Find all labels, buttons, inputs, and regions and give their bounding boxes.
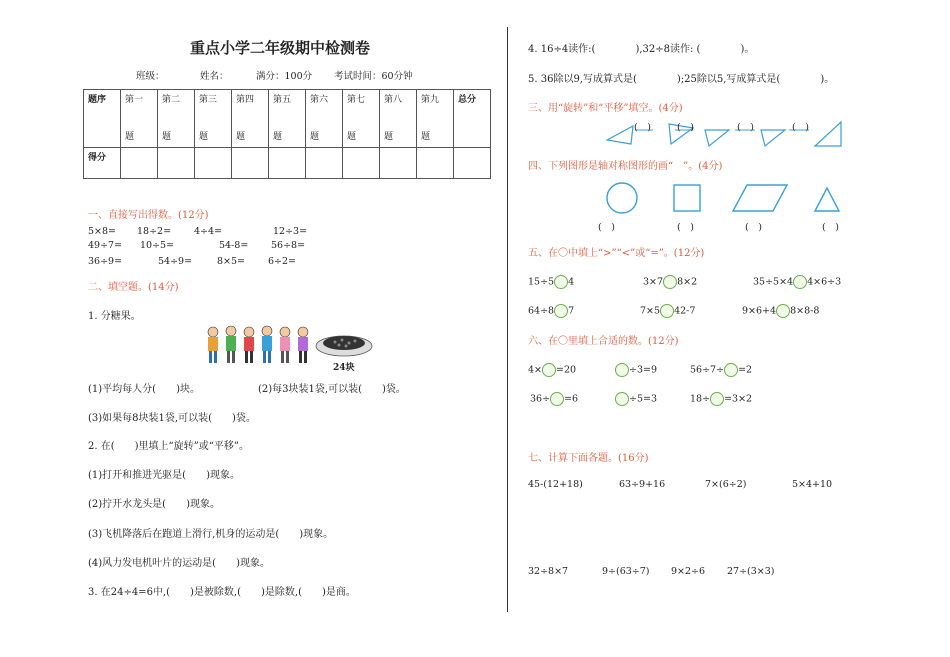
s5-left: 3×7 [643,276,664,288]
s7-item: 9÷(63÷7) [602,566,650,577]
s1-item: 8×5= [217,256,246,267]
square-shape [674,185,700,211]
q1-title: 1. 分糖果。 [88,311,141,322]
circle-shape [607,183,637,213]
s6-left: 36÷ [530,393,551,405]
s1-item: 12÷3= [273,226,308,237]
s6-item [615,363,657,377]
section5-heading: 五、在〇中填上“>”“<”或“=”。(12分) [528,248,705,259]
s6-right: =2 [738,364,753,376]
col-8-top: 第八 [384,95,403,105]
name-label: 姓名： [200,71,229,82]
s6-item [615,392,657,406]
section7-heading: 七、计算下面各题。(16分) [528,453,649,464]
blank-circle-icon[interactable] [710,392,724,406]
section1-heading: 一、直接写出得数。(12分) [88,210,209,221]
q2c: (3)飞机降落后在跑道上滑行,机身的运动是( )现象。 [88,529,334,540]
exam-time: 考试时间：60分钟 [334,71,413,82]
triangle-shape [607,126,633,144]
s1-item: 54-8= [219,240,249,251]
s7-item: 5×4+10 [792,479,833,490]
col-5-top: 第五 [273,95,292,105]
q4: 4. 16÷4读作:( ),32÷8读作: ( )。 [528,44,755,55]
section6-heading: 六、在〇里填上合适的数。(12分) [528,336,679,347]
child-figure [208,327,218,363]
score-cell[interactable] [417,148,454,179]
col-6-bottom: 题 [310,132,320,142]
score-cell[interactable] [121,148,158,179]
col-3-bottom: 题 [199,132,209,142]
parallelogram-shape [733,185,787,211]
q2a: (1)打开和推进光驱是( )现象。 [88,470,240,481]
section4-heading: 四、下列图形是轴对称图形的画“ ”。(4分) [528,161,723,172]
child-figure [226,326,236,363]
child-figure [262,326,272,363]
answer-paren[interactable]: ( ) [822,222,839,233]
candy-plate-illustration [315,331,373,357]
s6-left: 4× [528,364,543,376]
s6-right: ÷5=3 [629,393,658,405]
s5-item [643,275,697,289]
page-title: 重点小学二年级期中检测卷 [190,39,371,57]
s6-item [690,363,752,377]
col-7-bottom: 题 [347,132,357,142]
s7-item: 32÷8×7 [528,566,569,577]
s5-right: 4 [568,276,575,288]
q2-title: 2. 在( )里填上“旋转”或“平移”。 [88,441,249,452]
triangle-shape [815,122,841,146]
col-1-bottom: 题 [125,132,135,142]
s6-right: =3×2 [724,393,753,405]
q1a: (1)平均每人分( )块。 [88,384,200,395]
q3: 3. 在24÷4=6中,( )是被除数,( )是除数,( )是商。 [88,587,356,598]
s5-item [742,304,819,318]
s5-left: 64÷8 [528,305,555,317]
s5-right: 8×8-8 [790,305,820,317]
score-cell[interactable] [306,148,343,179]
full-score: 满分：100分 [256,71,313,82]
s7-item: 9×2÷6 [671,566,706,577]
col-7-top: 第七 [347,95,366,105]
compare-circle-icon[interactable] [554,304,568,318]
s6-left: 56÷7÷ [690,364,725,376]
s1-item: 6÷2= [268,256,297,267]
q2b: (2)拧开水龙头是( )现象。 [88,499,220,510]
col-4-top: 第四 [236,95,255,105]
answer-paren[interactable]: ( ) [677,222,694,233]
col-1-top: 第一 [125,95,144,105]
s5-right: 8×2 [677,276,698,288]
section2-heading: 二、填空题。(14分) [88,282,179,293]
score-cell[interactable] [380,148,417,179]
row-header-score: 得分 [88,153,107,163]
class-label: 班级： [136,71,165,82]
compare-circle-icon[interactable] [554,275,568,289]
score-cell[interactable] [158,148,195,179]
answer-paren[interactable]: ( ) [792,122,809,133]
answer-paren[interactable]: ( ) [737,122,754,133]
s1-item: 10÷5= [140,240,175,251]
compare-circle-icon[interactable] [663,275,677,289]
s5-left: 7×5 [640,305,661,317]
triangle-shape [705,130,729,146]
child-figure [244,327,254,363]
triangle-shape [815,188,839,211]
s1-item: 18÷2= [137,226,172,237]
s1-item: 54÷9= [158,256,193,267]
compare-circle-icon[interactable] [660,304,674,318]
s5-item [528,304,574,318]
child-figure [298,327,308,363]
blank-circle-icon[interactable] [615,392,629,406]
answer-paren[interactable]: ( ) [677,122,694,133]
col-2-top: 第二 [162,95,181,105]
q5: 5. 36除以9,写成算式是( );25除以5,写成算式是( )。 [528,74,835,85]
s6-item [530,392,578,406]
s6-right: ÷3=9 [629,364,658,376]
col-8-bottom: 题 [384,132,394,142]
score-cell[interactable] [454,148,491,179]
score-table [83,89,491,179]
q1b: (2)每3块装1袋,可以装( )袋。 [258,384,406,395]
s7-item: 7×(6÷2) [705,479,747,490]
s5-item [528,275,574,289]
col-total: 总分 [458,95,477,105]
blank-circle-icon[interactable] [615,363,629,377]
col-4-bottom: 题 [236,132,246,142]
s6-right: =6 [564,393,579,405]
s1-item: 56÷8= [271,240,306,251]
s1-item: 5×8= [88,226,117,237]
s5-left: 35÷5×4 [753,276,794,288]
col-2-bottom: 题 [162,132,172,142]
s6-right: =20 [556,364,577,376]
s5-left: 9×6+4 [742,305,777,317]
s7-item: 27÷(3×3) [727,566,775,577]
compare-circle-icon[interactable] [776,304,790,318]
score-cell[interactable] [195,148,232,179]
answer-paren[interactable]: ( ) [745,222,762,233]
triangle-shape [761,130,785,146]
answer-paren[interactable]: ( ) [634,122,651,133]
candy-label: 24块 [333,363,355,373]
column-divider [507,27,508,612]
q2d: (4)风力发电机叶片的运动是( )现象。 [88,558,270,569]
score-cell[interactable] [269,148,306,179]
q1c: (3)如果每8块装1袋,可以装( )袋。 [88,413,256,424]
s6-item [690,392,752,406]
symmetry-shapes [605,182,850,216]
col-9-bottom: 题 [421,132,431,142]
col-5-bottom: 题 [273,132,283,142]
s1-item: 49÷7= [88,240,123,251]
s5-right: 4×6÷3 [807,276,842,288]
s5-left: 15÷5 [528,276,555,288]
row-header-order: 题序 [88,95,107,105]
score-cell[interactable] [232,148,269,179]
s6-left: 18÷ [690,393,711,405]
child-figure [280,327,290,363]
blank-circle-icon[interactable] [724,363,738,377]
score-cell[interactable] [343,148,380,179]
s1-item: 4÷4= [194,226,223,237]
section3-heading: 三、用“旋转”和“平移”填空。(4分) [528,103,683,114]
blank-circle-icon[interactable] [550,392,564,406]
answer-paren[interactable]: ( ) [598,222,615,233]
blank-circle-icon[interactable] [542,363,556,377]
s7-item: 63÷9+16 [619,479,666,490]
s7-item: 45-(12+18) [528,479,583,490]
s5-item [753,275,841,289]
children-illustration [204,325,314,367]
s6-item [528,363,576,377]
compare-circle-icon[interactable] [793,275,807,289]
col-6-top: 第六 [310,95,329,105]
s5-right: 7 [568,305,575,317]
s5-right: 42-7 [674,305,696,317]
col-3-top: 第三 [199,95,218,105]
s1-item: 36÷9= [88,256,123,267]
col-9-top: 第九 [421,95,440,105]
s5-item [640,304,695,318]
